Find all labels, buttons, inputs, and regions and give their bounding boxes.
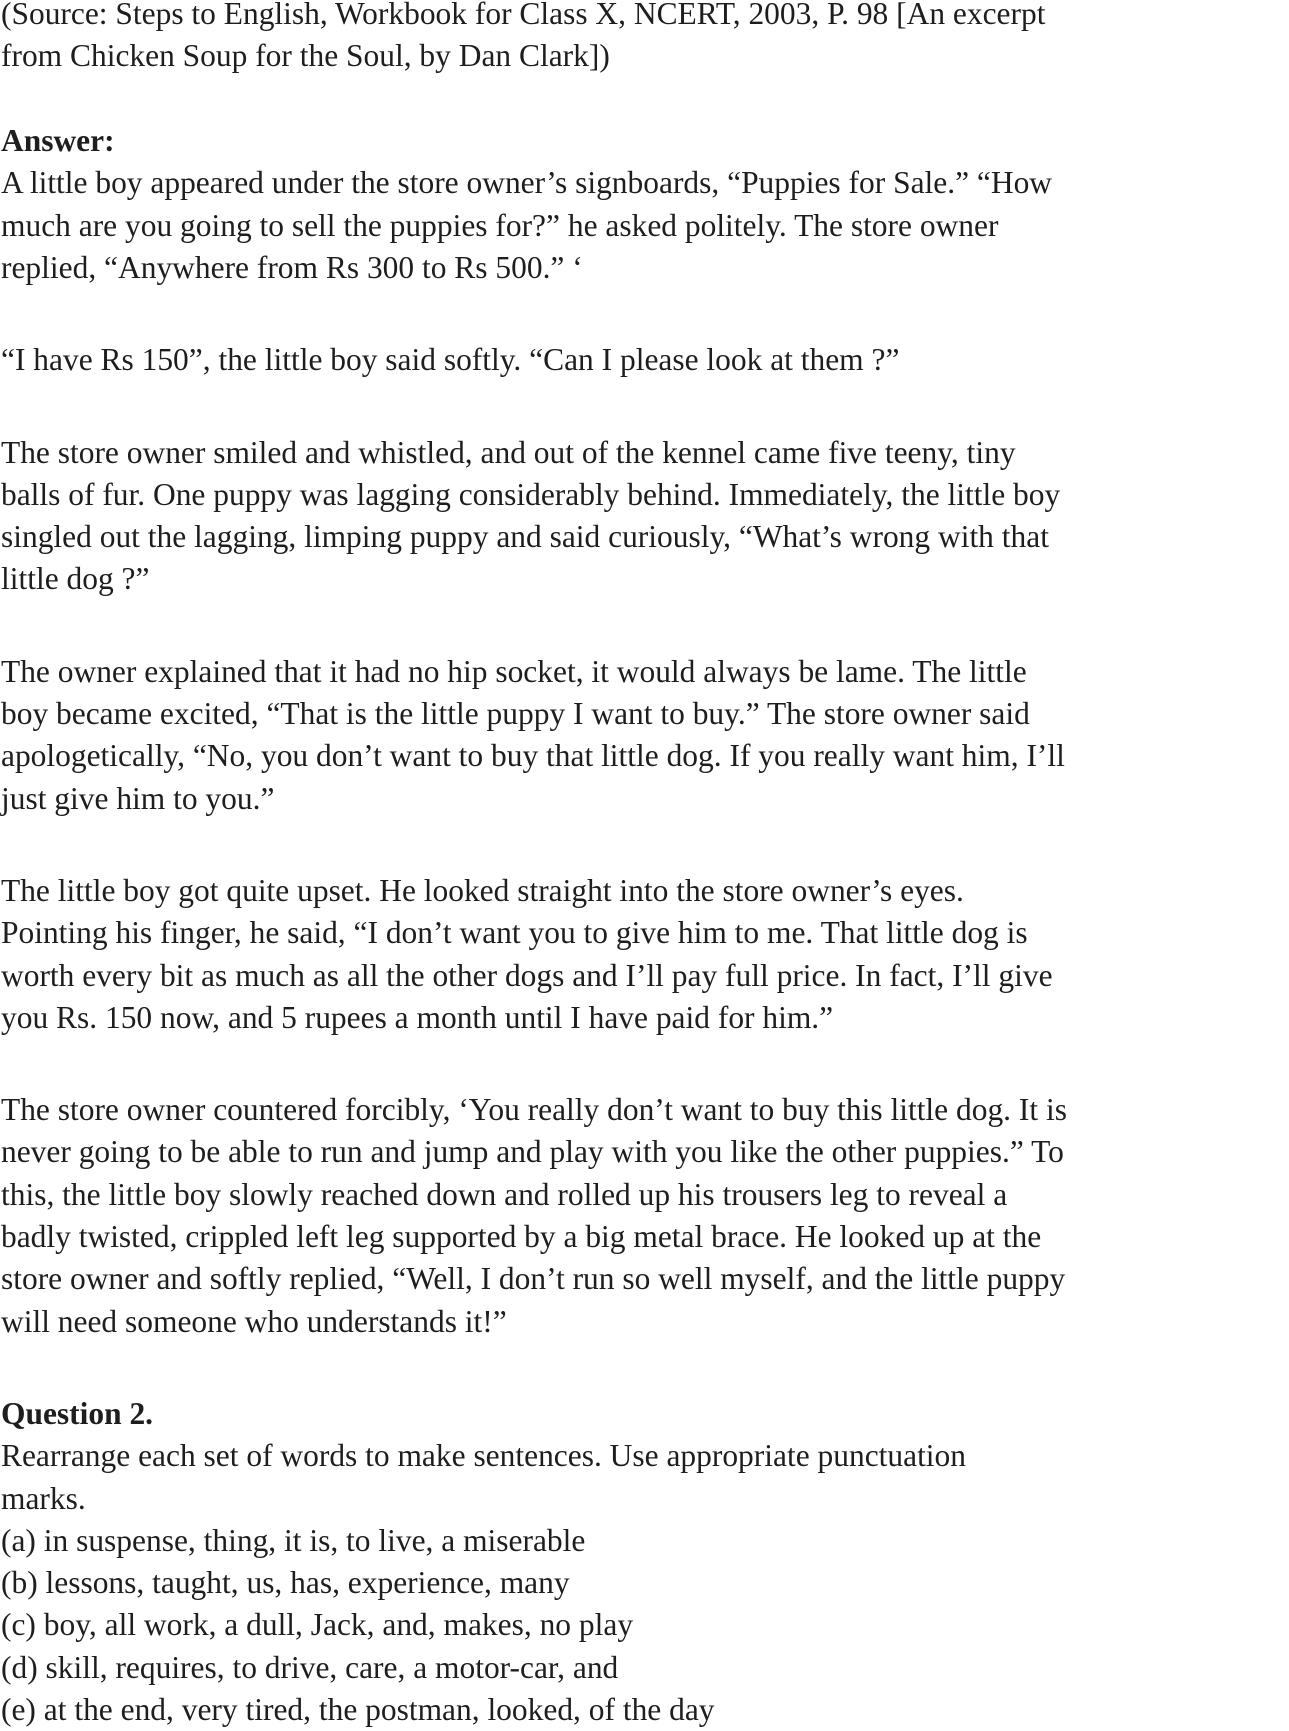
text-line: boy became excited, “That is the little puppy I want to buy.” The store owner said	[1, 696, 1030, 732]
answer-paragraph	[1, 162, 1289, 289]
text-line: The little boy got quite upset. He looked straight into the store owner’s eyes.	[1, 872, 964, 908]
answer-heading: Answer:	[1, 123, 115, 159]
text-line: Pointing his finger, he said, “I don’t want you to give him to me. That little dog is	[1, 915, 1028, 951]
text-line: will need someone who understands it!”	[1, 1303, 507, 1339]
text-line: from Chicken Soup for the Soul, by Dan Clark])	[1, 38, 610, 74]
text-line: A little boy appeared under the store owner’s signboards, “Puppies for Sale.” “How	[1, 165, 1053, 201]
question-item-d: (d) skill, requires, to drive, care, a motor-car, and	[1, 1649, 619, 1685]
text-line: never going to be able to run and jump and play with you like the other puppies.” To	[1, 1134, 1064, 1170]
question-2-heading: Question 2.	[1, 1395, 154, 1431]
text-line: marks.	[1, 1480, 86, 1516]
answer-paragraph	[1, 870, 1289, 1039]
document	[1, 0, 1289, 1731]
text-line: “I have Rs 150”, the little boy said softly. “Can I please look at them ?”	[1, 342, 900, 378]
answer-paragraph	[1, 1089, 1289, 1343]
text-line: replied, “Anywhere from Rs 300 to Rs 500.” ‘	[1, 249, 583, 285]
text-line: little dog ?”	[1, 561, 150, 597]
answer-body	[1, 162, 1289, 1343]
source-citation	[1, 0, 1289, 78]
question-2-items	[1, 1520, 1289, 1731]
question-item-b: (b) lessons, taught, us, has, experience, many	[1, 1565, 570, 1601]
text-line: The store owner countered forcibly, ‘You really don’t want to buy this little dog. It is	[1, 1092, 1067, 1128]
text-line: you Rs. 150 now, and 5 rupees a month until I have paid for him.”	[1, 999, 834, 1035]
text-line: The store owner smiled and whistled, and out of the kennel came five teeny, tiny	[1, 434, 1016, 470]
answer-paragraph	[1, 651, 1289, 820]
text-line: (Source: Steps to English, Workbook for Class X, NCERT, 2003, P. 98 [An excerpt	[1, 0, 1046, 31]
answer-paragraph	[1, 339, 1289, 381]
text-line: just give him to you.”	[1, 780, 275, 816]
text-line: singled out the lagging, limping puppy and said curiously, “What’s wrong with that	[1, 519, 1049, 555]
answer-paragraph	[1, 432, 1289, 601]
text-line: worth every bit as much as all the other dogs and I’ll pay full price. In fact, I’ll give	[1, 957, 1053, 993]
text-line: much are you going to sell the puppies for?” he asked politely. The store owner	[1, 207, 999, 243]
question-item-c: (c) boy, all work, a dull, Jack, and, makes, no play	[1, 1607, 634, 1643]
text-line: The owner explained that it had no hip socket, it would always be lame. The little	[1, 653, 1027, 689]
text-line: store owner and softly replied, “Well, I don’t run so well myself, and the little puppy	[1, 1261, 1066, 1297]
text-line: balls of fur. One puppy was lagging considerably behind. Immediately, the little boy	[1, 476, 1061, 512]
question-item-a: (a) in suspense, thing, it is, to live, a miserable	[1, 1522, 586, 1558]
text-line: apologetically, “No, you don’t want to buy that little dog. If you really want him, I’ll	[1, 738, 1065, 774]
text-line: this, the little boy slowly reached down and rolled up his trousers leg to reveal a	[1, 1176, 1008, 1212]
question-item-e: (e) at the end, very tired, the postman, looked, of the day	[1, 1692, 715, 1727]
text-line: badly twisted, crippled left leg supported by a big metal brace. He looked up at the	[1, 1219, 1042, 1255]
question-2-instruction	[1, 1435, 1289, 1520]
text-line: Rearrange each set of words to make sentences. Use appropriate punctuation	[1, 1438, 967, 1474]
